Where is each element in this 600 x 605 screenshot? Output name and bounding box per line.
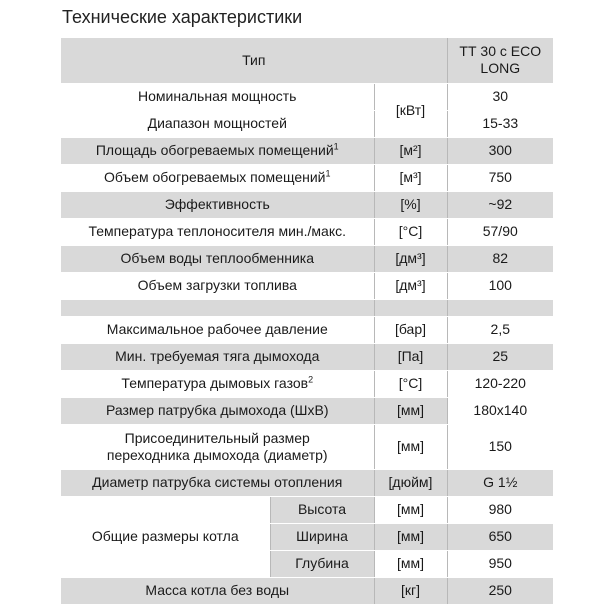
table-row — [61, 83, 553, 110]
row-unit: [°С] — [374, 218, 447, 245]
row-label-line: Присоединительный размер — [124, 429, 310, 446]
row-unit: [мм] — [374, 424, 447, 469]
row-label: Диапазон мощностей — [61, 110, 374, 137]
row-value: 150 — [447, 424, 553, 469]
table-row — [61, 137, 553, 164]
header-model: ТТ 30 с ECO LONG — [447, 38, 553, 83]
row-label-line: переходника дымохода (диаметр) — [106, 446, 328, 463]
row-unit: [м²] — [374, 137, 447, 164]
row-label: Эффективность — [61, 191, 374, 218]
row-unit: [°С] — [374, 370, 447, 397]
row-value: 57/90 — [447, 218, 553, 245]
row-value: 180х140 — [447, 397, 553, 424]
spacer-row — [61, 299, 553, 316]
row-label — [61, 424, 374, 469]
row-label: Максимальное рабочее давление — [61, 316, 374, 343]
row-label-text: Объем обогреваемых помещений — [103, 169, 326, 185]
footnote-mark: 1 — [325, 168, 331, 179]
spec-table — [61, 38, 553, 605]
row-label: Общие размеры котла — [61, 496, 270, 577]
row-value: 300 — [447, 137, 553, 164]
row-label — [61, 137, 374, 164]
row-unit: [мм] — [374, 496, 447, 523]
table-row — [61, 272, 553, 299]
row-label: Размер патрубка дымохода (ШхВ) — [61, 397, 374, 424]
row-value: 980 — [447, 496, 553, 523]
header-param: Тип — [61, 38, 447, 83]
sub-label: Высота — [270, 496, 374, 523]
row-unit: [кВт] — [374, 83, 447, 137]
row-label-text: Температура дымовых газов — [121, 375, 309, 391]
row-label: Номинальная мощность — [61, 83, 374, 110]
table-row — [61, 496, 553, 523]
row-value: 650 — [447, 523, 553, 550]
row-label: Диаметр патрубка системы отопления — [61, 469, 374, 496]
row-unit: [бар] — [374, 316, 447, 343]
table-row — [61, 397, 553, 424]
row-value: 15-33 — [447, 110, 553, 137]
row-unit: [дм³] — [374, 245, 447, 272]
footnote-mark: 2 — [308, 374, 314, 385]
row-label-text: Площадь обогреваемых помещений — [95, 142, 334, 158]
row-label — [61, 164, 374, 191]
row-unit: [дм³] — [374, 272, 447, 299]
row-value: 100 — [447, 272, 553, 299]
row-label — [61, 370, 374, 397]
row-value: 25 — [447, 343, 553, 370]
table-row — [61, 424, 553, 469]
row-label: Масса котла без воды — [61, 577, 374, 604]
table-row — [61, 218, 553, 245]
row-label: Мин. требуемая тяга дымохода — [61, 343, 374, 370]
sub-label: Ширина — [270, 523, 374, 550]
table-row — [61, 316, 553, 343]
row-label: Объем загрузки топлива — [61, 272, 374, 299]
sub-label: Глубина — [270, 550, 374, 577]
row-unit: [Па] — [374, 343, 447, 370]
table-header-row — [61, 38, 553, 83]
page-title: Технические характеристики — [62, 7, 303, 27]
table-row — [61, 245, 553, 272]
row-unit: [мм] — [374, 523, 447, 550]
row-unit: [мм] — [374, 550, 447, 577]
row-value: G 1½ — [447, 469, 553, 496]
table-row — [61, 370, 553, 397]
row-value: ~92 — [447, 191, 553, 218]
row-unit: [мм] — [374, 397, 447, 424]
footnote-mark: 1 — [333, 141, 339, 152]
row-unit: [м³] — [374, 164, 447, 191]
table-row — [61, 343, 553, 370]
row-value: 750 — [447, 164, 553, 191]
row-value: 30 — [447, 83, 553, 110]
row-value: 2,5 — [447, 316, 553, 343]
row-label: Объем воды теплообменника — [61, 245, 374, 272]
row-unit: [дюйм] — [374, 469, 447, 496]
row-value: 82 — [447, 245, 553, 272]
table-row — [61, 191, 553, 218]
row-value: 250 — [447, 577, 553, 604]
table-row — [61, 110, 553, 137]
table-row — [61, 164, 553, 191]
row-value: 120-220 — [447, 370, 553, 397]
table-row — [61, 469, 553, 496]
row-unit: [%] — [374, 191, 447, 218]
row-label: Температура теплоносителя мин./макс. — [61, 218, 374, 245]
row-unit: [кг] — [374, 577, 447, 604]
row-value: 950 — [447, 550, 553, 577]
